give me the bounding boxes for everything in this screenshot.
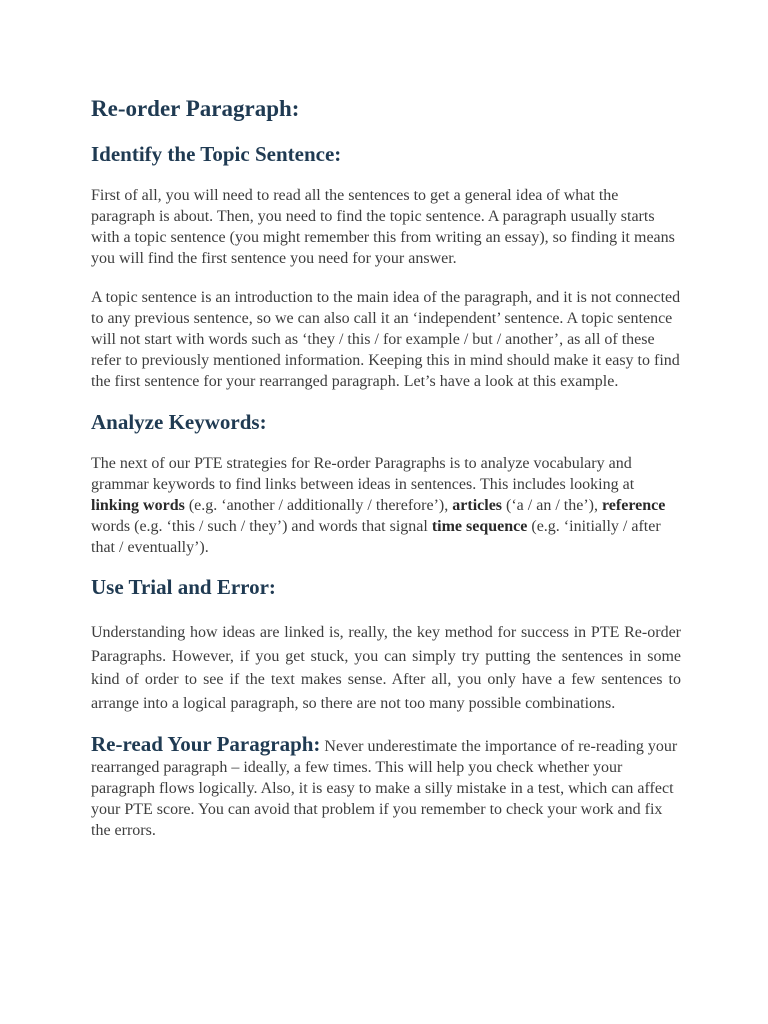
page-title: Re-order Paragraph: xyxy=(91,96,300,121)
keywords-text-e: (e.g. ‘initially / after that / eventually’). xyxy=(91,518,661,556)
document-page xyxy=(91,94,681,841)
heading-identify-topic-sentence: Identify the Topic Sentence: xyxy=(91,142,342,166)
heading-reread-your-paragraph: Re-read Your Paragraph: xyxy=(91,732,321,757)
reread-paragraph xyxy=(91,734,681,841)
keywords-text-b: (e.g. ‘another / additionally / therefore’), xyxy=(184,497,453,514)
reread-text: Never underestimate the importance of re-reading your rearranged paragraph – ideally, a few times. This will help you check whether your paragraph flows logically. Also, it is easy to make a silly mistake in a test, which can affect your PTE score. You can avoid that problem if you remember to check your work and fix the errors. xyxy=(91,738,678,840)
keywords-text-c: (‘a / an / the’), xyxy=(502,497,602,514)
keywords-paragraph xyxy=(91,453,681,558)
topic-paragraph-1: First of all, you will need to read all the sentences to get a general idea of what the paragraph is about. Then, you need to find the topic sentence. A paragraph usually starts with a topic sentence (you might remember this from writing an essay), so finding it means you will find the first sentence you need for your answer. xyxy=(91,187,675,267)
keyword-linking-words: linking words xyxy=(91,497,185,514)
heading-analyze-keywords: Analyze Keywords: xyxy=(91,410,267,434)
keyword-articles: articles xyxy=(452,497,503,514)
keyword-time-sequence: time sequence xyxy=(431,518,528,535)
keyword-reference: reference xyxy=(601,497,666,514)
heading-use-trial-and-error: Use Trial and Error: xyxy=(91,575,276,599)
trial-paragraph: Understanding how ideas are linked is, really, the key method for success in PTE Re-order Paragraphs. However, if you get stuck, you can simply try putting the sentences in some kind of order to see if the text makes sense. After all, you only have a few sentences to arrange into a logical paragraph, so there are not too many possible combinations. xyxy=(91,624,681,712)
keywords-text-a: The next of our PTE strategies for Re-order Paragraphs is to analyze vocabulary and grammar keywords to find links between ideas in sentences. This includes looking at xyxy=(91,455,635,493)
keywords-text-d: words (e.g. ‘this / such / they’) and words that signal xyxy=(91,518,432,535)
topic-paragraph-2: A topic sentence is an introduction to the main idea of the paragraph, and it is not connected to any previous sentence, so we can also call it an ‘independent’ sentence. A topic sentence will not start with words such as ‘they / this / for example / but / another’, as all of these refer to previously mentioned information. Keeping this in mind should make it easy to find the first sentence for your rearranged paragraph. Let’s have a look at this example. xyxy=(91,289,681,390)
